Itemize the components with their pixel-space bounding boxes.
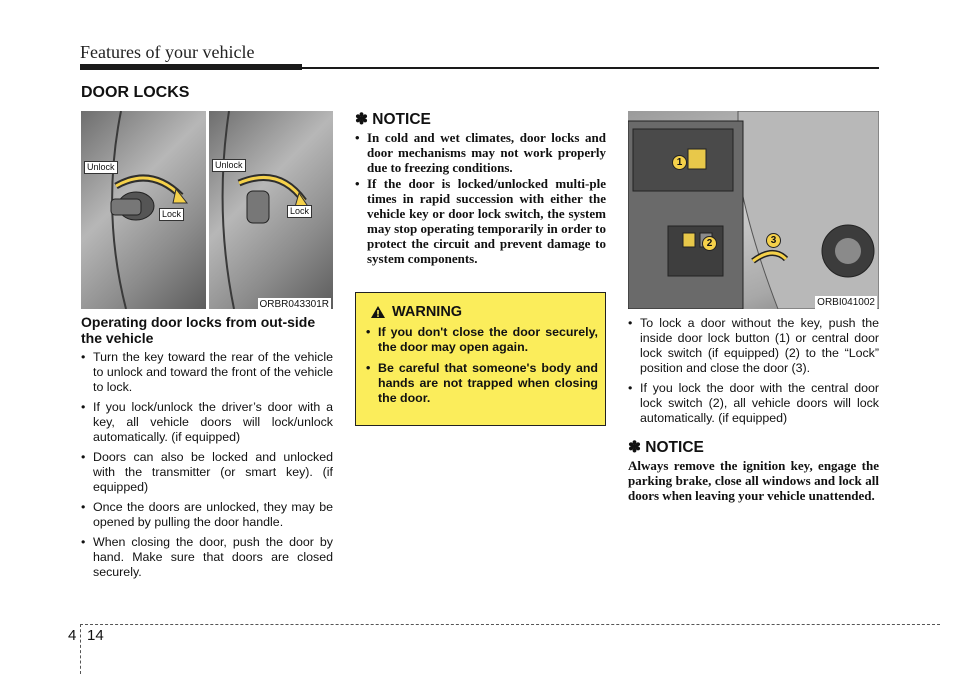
key-illustration-1	[81, 111, 206, 309]
door-interior-illustration	[628, 111, 879, 309]
warning-list	[366, 325, 598, 412]
label-lock-2: Lock	[287, 205, 312, 218]
list-item: • Once the doors are unlocked, they may be opened by pulling the door handle.	[81, 500, 333, 530]
callout-2: 2	[702, 236, 717, 251]
label-unlock-2: Unlock	[212, 159, 246, 172]
list-item: • When closing the door, push the door by hand. Make sure that doors are closed securely.	[81, 535, 333, 580]
warning-title: WARNING	[392, 304, 463, 320]
figure-door-interior	[628, 111, 879, 309]
section-title: DOOR LOCKS	[81, 84, 190, 101]
page-number: 14	[87, 627, 104, 644]
notice-2-text: Always remove the ignition key, engage the parking brake, close all windows and lock all doors when leaving your vehicle unattended.	[628, 458, 879, 503]
list-item: • If you don't close the door securely, the door may open again.	[366, 325, 598, 355]
right-bullet-list	[628, 316, 879, 431]
list-item: • Be careful that someone's body and hands are not trapped when closing the door.	[366, 361, 598, 406]
list-item: • To lock a door without the key, push the inside door lock button (1) or central door lock switch (if equipped) (2) to the “Lock” position and close the door (3).	[628, 316, 879, 376]
list-item: • In cold and wet climates, door locks and door mechanisms may not work properly due to freezing conditions.	[355, 130, 606, 175]
label-lock-1: Lock	[159, 208, 184, 221]
warning-header	[370, 304, 462, 320]
list-item: • If you lock/unlock the driver’s door with a key, all vehicle doors will lock/unlock automatically. (if equipped)	[81, 400, 333, 445]
list-item: • If you lock the door with the central door lock switch (2), all vehicle doors will lock automatically. (if equipped)	[628, 381, 879, 426]
warning-box	[355, 292, 606, 426]
left-bullet-list	[81, 350, 333, 585]
key-illustration-2	[209, 111, 333, 309]
footer-divider	[80, 624, 81, 674]
figure-left-caption: ORBR043301R	[259, 299, 329, 310]
header-rule-thin	[302, 67, 879, 69]
figure-key-lock	[81, 111, 333, 309]
notice-1-list	[355, 130, 606, 267]
chapter-number: 4	[68, 627, 77, 644]
list-item: • Doors can also be locked and unlocked with the transmitter (or smart key). (if equipped)	[81, 450, 333, 495]
left-subhead: Operating door locks from out-side the vehicle	[81, 314, 316, 346]
page-header-title: Features of your vehicle	[80, 42, 255, 62]
figure-right-caption: ORBI041002	[817, 297, 875, 308]
notice-1-title: ✽ NOTICE	[355, 111, 431, 128]
callout-1: 1	[672, 155, 687, 170]
list-item: • Turn the key toward the rear of the vehicle to unlock and toward the front of the vehicle to lock.	[81, 350, 333, 395]
warning-triangle-icon	[370, 305, 386, 319]
photo-key-rotation-1	[81, 111, 206, 309]
notice-2-title: ✽ NOTICE	[628, 439, 704, 456]
callout-3: 3	[766, 233, 781, 248]
label-unlock-1: Unlock	[84, 161, 118, 174]
footer-rule	[80, 624, 940, 625]
list-item: • If the door is locked/unlocked multi-ple times in rapid succession with either the vehicle key or door lock switch, the system may stop operating temporarily in order to protect the circuit and prevent damage to system components.	[355, 176, 606, 266]
header-rule-thick	[80, 64, 302, 70]
photo-key-rotation-2	[209, 111, 333, 309]
